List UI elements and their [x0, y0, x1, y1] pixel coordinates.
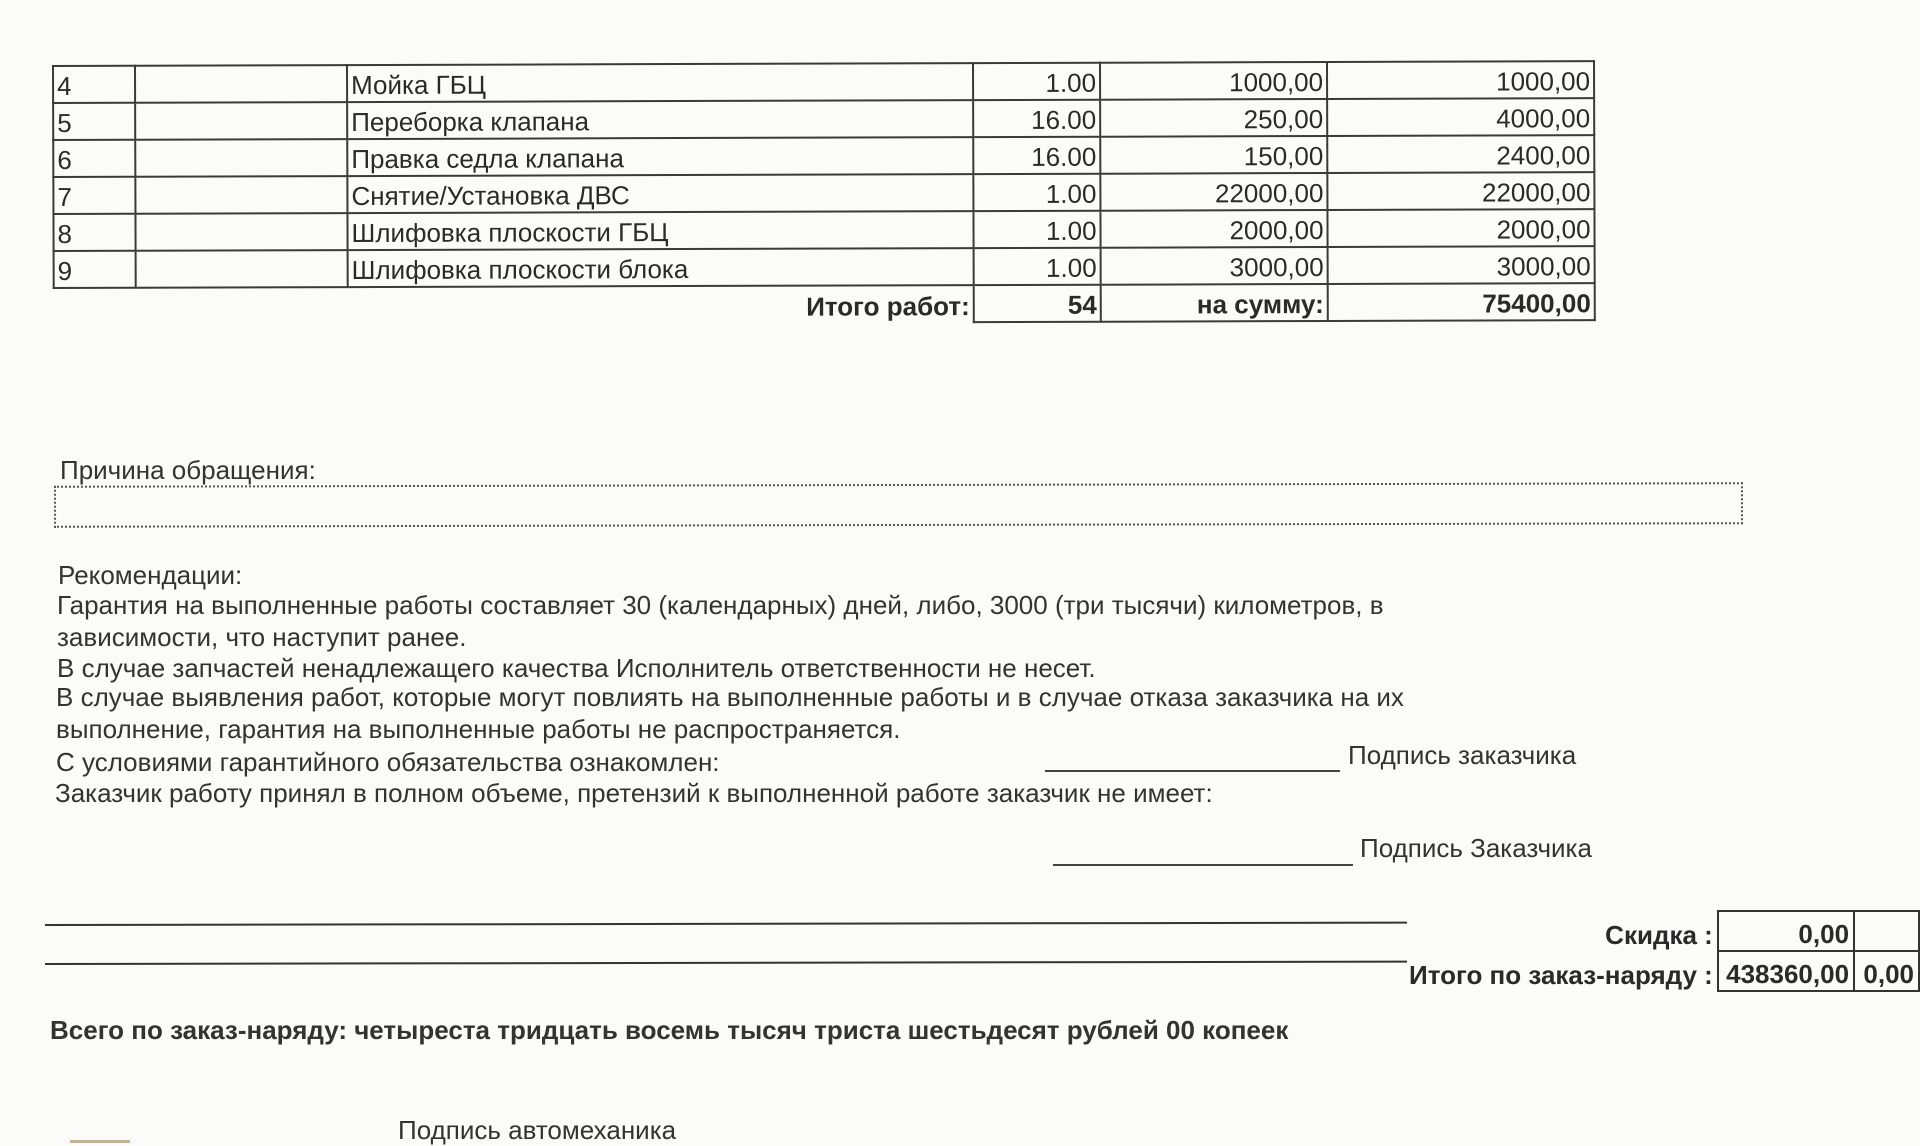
row-price: 150,00 — [1100, 136, 1327, 174]
order-total-row — [1405, 951, 1919, 991]
row-work-name: Мойка ГБЦ — [347, 63, 973, 102]
reason-field[interactable] — [54, 482, 1743, 528]
totals-table — [1405, 910, 1920, 992]
works-total-label: Итого работ: — [806, 291, 970, 322]
order-total-extra: 0,00 — [1854, 951, 1919, 991]
row-sum: 22000,00 — [1327, 172, 1594, 210]
row-price: 22000,00 — [1100, 173, 1327, 211]
discount-value: 0,00 — [1718, 911, 1854, 951]
row-work-name: Переборка клапана — [347, 100, 973, 139]
mechanic-signature-mark — [70, 1140, 130, 1143]
row-quantity: 1.00 — [973, 174, 1100, 211]
works-total-qty: 54 — [974, 285, 1101, 322]
recommendation-line: выполнение, гарантия на выполненные работы не распространяется. — [56, 714, 901, 744]
row-quantity: 1.00 — [973, 211, 1100, 248]
row-number: 5 — [53, 103, 135, 140]
row-quantity: 1.00 — [974, 248, 1101, 285]
row-quantity: 16.00 — [973, 137, 1100, 174]
row-price: 1000,00 — [1100, 62, 1327, 100]
works-table-body — [53, 61, 1595, 288]
works-total-sum-label: на сумму: — [1101, 284, 1328, 322]
row-number: 8 — [53, 214, 135, 251]
recommendation-line: В случае выявления работ, которые могут повлиять на выполненные работы и в случае отказа заказчика на их — [56, 682, 1404, 712]
row-sum: 3000,00 — [1328, 246, 1595, 284]
table-row — [53, 135, 1594, 177]
discount-label: Скидка : — [1605, 920, 1713, 950]
discount-extra — [1854, 911, 1919, 951]
row-code — [136, 250, 348, 288]
signature-mechanic: Подпись автомеханика — [398, 1115, 677, 1145]
row-work-name: Правка седла клапана — [347, 137, 973, 176]
signature-line-customer-2[interactable] — [1053, 864, 1353, 866]
row-number: 9 — [54, 251, 136, 288]
signature-customer-2: Подпись Заказчика — [1360, 833, 1592, 863]
warranty-ack: С условиями гарантийного обязательства ознакомлен: — [56, 747, 720, 777]
recommendation-line: зависимости, что наступит ранее. — [57, 622, 467, 652]
row-number: 7 — [53, 177, 135, 214]
works-total-row — [54, 283, 1595, 325]
signature-line-customer-1[interactable] — [1045, 770, 1340, 772]
row-code — [135, 65, 347, 103]
row-price: 250,00 — [1100, 99, 1327, 137]
order-total-label: Итого по заказ-наряду : — [1409, 960, 1713, 990]
recommendations-label: Рекомендации: — [58, 560, 243, 590]
table-row — [53, 61, 1594, 103]
row-sum: 1000,00 — [1327, 61, 1594, 99]
table-row — [53, 209, 1594, 251]
row-code — [135, 176, 347, 214]
row-sum: 2400,00 — [1327, 135, 1594, 173]
discount-row — [1405, 911, 1919, 951]
row-work-name: Снятие/Установка ДВС — [347, 174, 973, 213]
works-total-sum: 75400,00 — [1328, 283, 1595, 321]
grand-total-text: Всего по заказ-наряду: четыреста тридцать восемь тысяч триста шестьдесят рублей 00 копеек — [50, 1015, 1289, 1045]
row-quantity: 1.00 — [973, 63, 1100, 100]
row-quantity: 16.00 — [973, 100, 1100, 137]
divider-line — [45, 922, 1407, 926]
works-table — [52, 60, 1596, 326]
table-row — [53, 98, 1594, 140]
row-price: 3000,00 — [1101, 247, 1328, 285]
divider-line — [45, 961, 1407, 965]
reason-label: Причина обращения: — [60, 455, 316, 485]
row-price: 2000,00 — [1100, 210, 1327, 248]
row-number: 6 — [53, 140, 135, 177]
table-row — [54, 246, 1595, 288]
row-work-name: Шлифовка плоскости блока — [348, 248, 974, 287]
row-number: 4 — [53, 66, 135, 103]
recommendation-line: В случае запчастей ненадлежащего качества Исполнитель ответственности не несет. — [57, 653, 1096, 683]
acceptance-text: Заказчик работу принял в полном объеме, претензий к выполненной работе заказчик не имеет: — [55, 778, 1213, 808]
recommendation-line: Гарантия на выполненные работы составляет 30 (календарных) дней, либо, 3000 (три тысячи) километров, в — [57, 590, 1384, 620]
row-sum: 4000,00 — [1327, 98, 1594, 136]
row-sum: 2000,00 — [1327, 209, 1594, 247]
row-work-name: Шлифовка плоскости ГБЦ — [347, 211, 973, 250]
order-total-value: 438360,00 — [1718, 951, 1854, 991]
table-row — [53, 172, 1594, 214]
row-code — [135, 102, 347, 140]
signature-customer-1: Подпись заказчика — [1348, 740, 1577, 770]
row-code — [135, 213, 347, 251]
row-code — [135, 139, 347, 177]
